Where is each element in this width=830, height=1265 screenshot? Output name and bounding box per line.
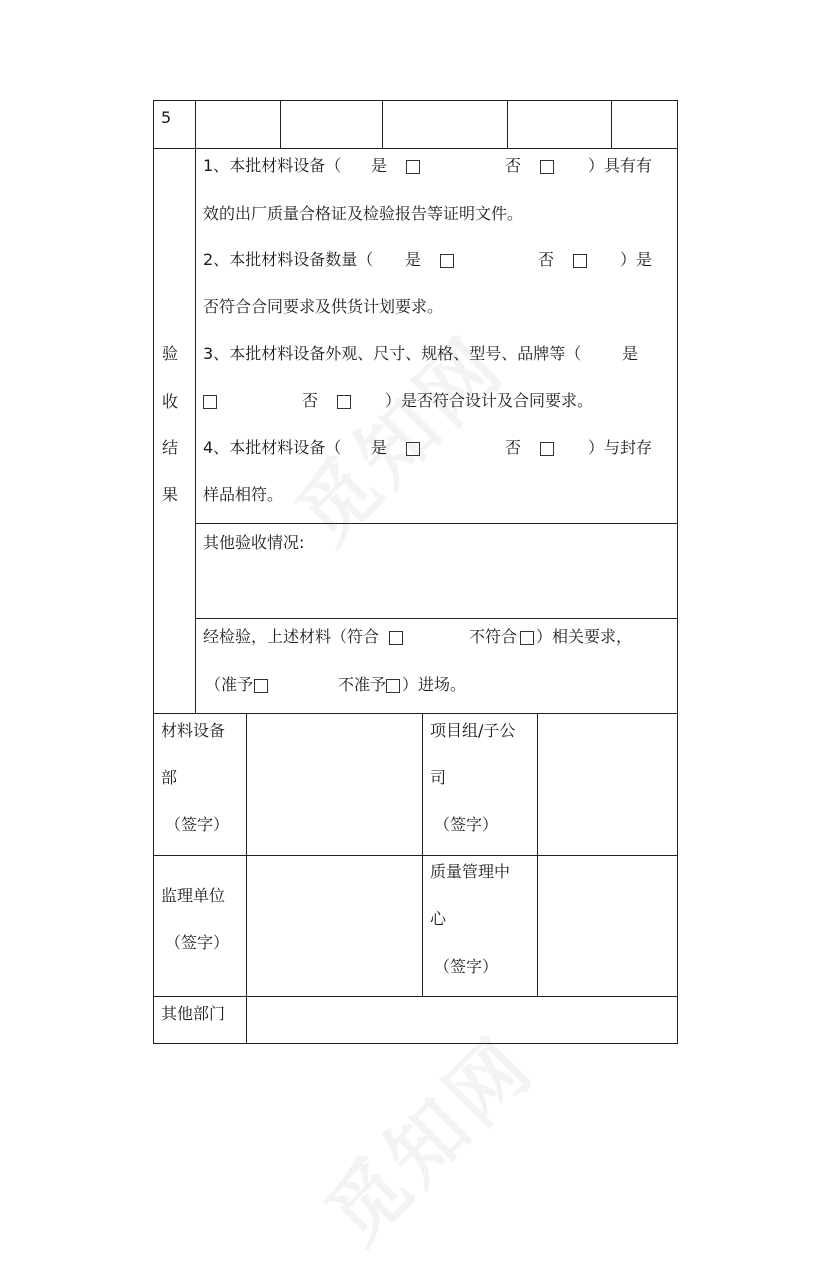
no-checkbox[interactable] [573, 254, 587, 268]
project-group-label: 项目组/子公 [430, 721, 516, 740]
quality-center-label: 质量管理中 [430, 862, 511, 881]
yes-label: 是 [622, 344, 639, 363]
quality-center-label-cont: 心 [430, 909, 447, 928]
yes-checkbox[interactable] [406, 160, 420, 174]
row-number: 5 [161, 108, 172, 127]
check-item-3-tail: ）是否符合设计及合同要求。 [385, 391, 594, 410]
row-divider [153, 855, 678, 856]
row-divider [153, 713, 678, 714]
no-checkbox[interactable] [540, 160, 554, 174]
col-divider [507, 100, 508, 148]
result-label-char: 果 [162, 485, 179, 504]
col-divider [280, 100, 281, 148]
supervisor-label: 监理单位 [161, 886, 226, 905]
result-label-char: 验 [162, 344, 179, 363]
no-checkbox[interactable] [337, 395, 351, 409]
col-divider [537, 713, 538, 996]
check-item-2-cont: 否符合合同要求及供货计划要求。 [203, 297, 444, 316]
other-acceptance-label: 其他验收情况: [203, 533, 305, 552]
yes-label: 是 [371, 438, 388, 457]
check-item-4: 4、本批材料设备（ [203, 438, 342, 457]
sign-hint: （签字） [434, 957, 499, 976]
quality-center-signature-field[interactable] [539, 857, 676, 995]
col-divider [246, 713, 247, 1044]
other-dept-label: 其他部门 [161, 1004, 226, 1023]
row-divider [195, 618, 678, 619]
sign-hint: （签字） [165, 933, 230, 952]
non-conform-label: 不符合 [469, 627, 518, 646]
no-label: 否 [505, 438, 522, 457]
no-checkbox[interactable] [540, 442, 554, 456]
check-item-1-cont: 效的出厂质量合格证及检验报告等证明文件。 [203, 204, 524, 223]
yes-checkbox[interactable] [203, 395, 217, 409]
sign-hint: （签字） [434, 815, 499, 834]
material-dept-signature-field[interactable] [248, 715, 421, 854]
material-dept-label: 材料设备 [161, 721, 226, 740]
yes-checkbox[interactable] [406, 442, 420, 456]
table-border-top [153, 100, 678, 101]
non-conform-checkbox[interactable] [520, 631, 534, 645]
result-label-char: 收 [162, 392, 179, 411]
table-border-right [677, 100, 678, 1044]
check-item-4-cont: 样品相符。 [203, 485, 284, 504]
check-item-2-tail: ）是 [620, 250, 653, 269]
project-group-signature-field[interactable] [539, 715, 676, 854]
check-item-1-tail: ）具有有 [588, 156, 653, 175]
no-label: 否 [538, 250, 555, 269]
table-border-left [153, 100, 154, 1044]
not-approve-checkbox[interactable] [386, 679, 400, 693]
supervisor-signature-field[interactable] [248, 857, 421, 995]
no-label: 否 [302, 391, 319, 410]
conform-checkbox[interactable] [389, 631, 403, 645]
col-divider [195, 100, 196, 713]
row-divider [153, 148, 678, 149]
col-divider [382, 100, 383, 148]
col-divider [422, 713, 423, 996]
not-approve-label: 不准予 [338, 675, 387, 694]
check-item-2: 2、本批材料设备数量（ [203, 250, 374, 269]
conclusion-text: 经检验，上述材料（符合 [203, 627, 380, 646]
conclusion-text: ）相关要求， [536, 627, 633, 646]
yes-label: 是 [405, 250, 422, 269]
conclusion-text: ）进场。 [402, 675, 467, 694]
col-divider [611, 100, 612, 148]
watermark [297, 1007, 554, 1264]
approve-label: （准予 [205, 675, 254, 694]
sign-hint: （签字） [165, 815, 230, 834]
approve-checkbox[interactable] [254, 679, 268, 693]
no-label: 否 [505, 156, 522, 175]
table-border-bottom [153, 1043, 678, 1044]
check-item-1: 1、本批材料设备（ [203, 156, 342, 175]
material-dept-label-cont: 部 [161, 768, 178, 787]
check-item-4-tail: ）与封存 [588, 438, 653, 457]
project-group-label-cont: 司 [430, 768, 447, 787]
yes-label: 是 [371, 156, 388, 175]
row-divider [195, 523, 678, 524]
result-label-char: 结 [162, 438, 179, 457]
other-dept-signature-field[interactable] [248, 998, 676, 1042]
yes-checkbox[interactable] [440, 254, 454, 268]
check-item-3: 3、本批材料设备外观、尺寸、规格、型号、品牌等（ [203, 344, 582, 363]
row-divider [153, 996, 678, 997]
